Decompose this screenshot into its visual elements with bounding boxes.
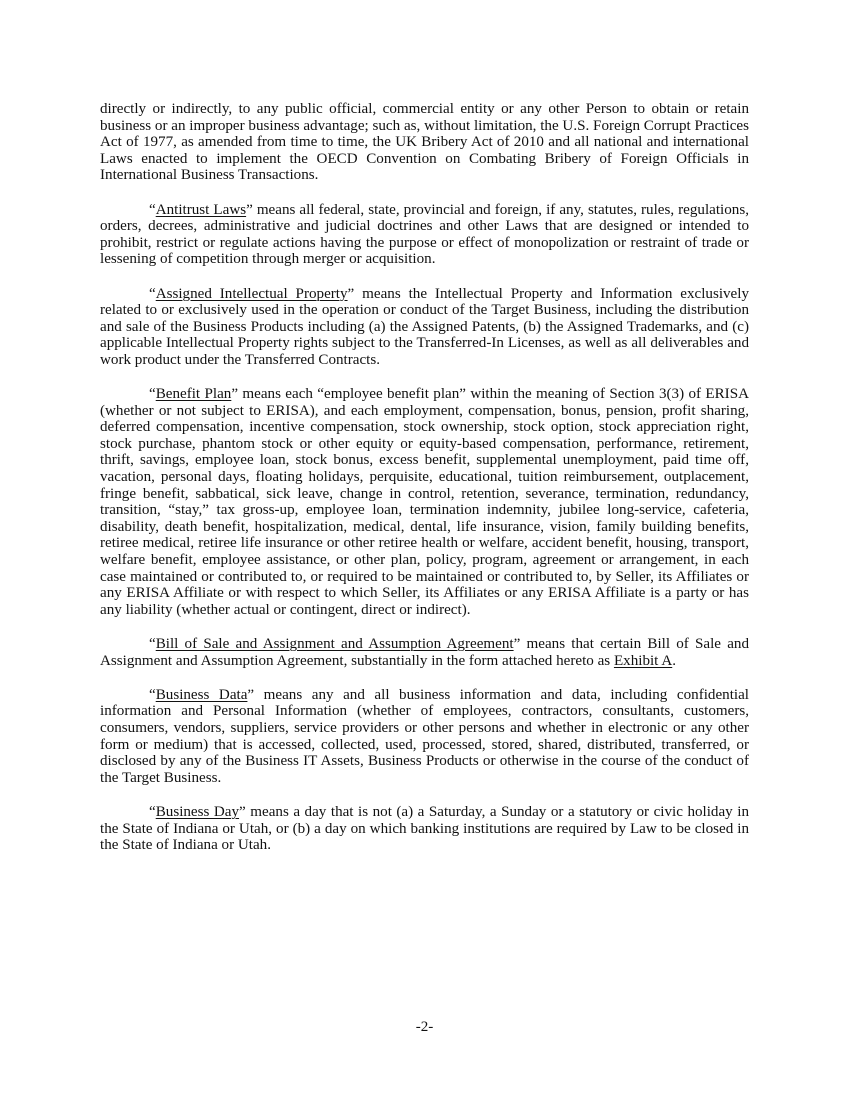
defined-term: Business Data xyxy=(155,686,248,703)
definition-body: means any and all business information and data, including confidential information and Personal Information (whether of employees, contractors, consultants, customers, consumers, vendors, suppliers, service providers or other persons and whether in electronic or any other form or medium) that is accessed, collected, used, processed, stored, shared, distributed, transferred, or disclosed by any of the Business IT Assets, Business Products or otherwise in the course of the conduct of the Target Business. xyxy=(100,686,749,786)
definition-business-data xyxy=(100,687,749,787)
definition-body: means that certain Bill of Sale and Assignment and Assumption Agreement, substantially in the form attached hereto as xyxy=(100,636,750,669)
definition-tail: . xyxy=(672,652,677,669)
document-page xyxy=(100,101,749,871)
close-quote: ” xyxy=(247,686,255,703)
open-quote: “ xyxy=(149,386,156,403)
exhibit-a-reference: Exhibit A xyxy=(613,652,673,669)
page-number: -2- xyxy=(415,1019,434,1035)
close-quote: ” xyxy=(513,636,521,652)
open-quote: “ xyxy=(149,201,156,218)
open-quote: “ xyxy=(149,285,156,302)
definition-assigned-intellectual-property xyxy=(100,286,749,369)
open-quote: “ xyxy=(149,686,156,703)
open-quote: “ xyxy=(149,803,156,820)
defined-term: Bill of Sale and Assignment and Assumption Agreement xyxy=(155,636,514,652)
continuation-paragraph: directly or indirectly, to any public official, commercial entity or any other Person to obtain or retain business or an improper business advantage; such as, without limitation, the U.S. Foreign Corrupt Practices Act of 1977, as amended from time to time, the UK Bribery Act of 2010 and all national and international Laws enacted to implement the OECD Convention on Combating Bribery of Foreign Officials in International Business Transactions. xyxy=(100,101,749,184)
close-quote: ” xyxy=(347,285,355,302)
definition-body: means a day that is not (a) a Saturday, a Sunday or a statutory or civic holiday in the State of Indiana or Utah, or (b) a day on which banking institutions are required by Law to be closed in the State of Indiana or Utah. xyxy=(100,803,749,854)
open-quote: “ xyxy=(149,636,156,652)
defined-term: Assigned Intellectual Property xyxy=(155,285,348,302)
definition-antitrust-laws xyxy=(100,202,749,268)
defined-term: Antitrust Laws xyxy=(155,201,247,218)
definition-business-day xyxy=(100,804,749,854)
definition-bill-of-sale xyxy=(100,636,749,669)
close-quote: ” xyxy=(231,386,239,403)
definition-benefit-plan xyxy=(100,386,749,618)
close-quote: ” xyxy=(239,803,246,820)
defined-term: Benefit Plan xyxy=(155,386,232,403)
definition-body: means each “employee benefit plan” within the meaning of Section 3(3) of ERISA (whether or not subject to ERISA), and each employment, compensation, bonus, pension, profit sharing, deferred compensation, incentive compensation, stock ownership, stock option, stock appreciation right, stock purchase, phantom stock or other equity or equity-based compensation, performance, retirement, thrift, savings, employee loan, stock bonus, excess benefit, supplemental unemployment, paid time off, vacation, personal days, floating holidays, perquisite, educational, tuition reimbursement, outplacement, fringe benefit, sabbatical, sick leave, change in control, retention, severance, termination, redundancy, transition, “stay,” tax gross-up, employee loan, termination indemnity, jubilee long-service, cafeteria, disability, death benefit, hospitalization, medical, dental, life insurance, vision, family building benefits, retiree medical, retiree life insurance or other retiree health or welfare, accident benefit, housing, transport, welfare benefit, employee assistance, or other plan, policy, program, agreement or arrangement, in each case maintained or contributed to, or required to be maintained or contributed to, by Seller, its Affiliates or any ERISA Affiliate or with respect to which Seller, its Affiliates or any ERISA Affiliate is a party or has any liability (whether actual or contingent, direct or indirect). xyxy=(100,386,749,618)
definition-body: means all federal, state, provincial and foreign, if any, statutes, rules, regulations, orders, decrees, administrative and judicial doctrines and other Laws that are designed or intended to prohibit, restrict or regulate actions having the purpose or effect of monopolization or restraint of trade or lessening of competition through merger or acquisition. xyxy=(100,201,749,268)
definition-body: means the Intellectual Property and Information exclusively related to or exclusively used in the operation or conduct of the Target Business, including the distribution and sale of the Business Products including (a) the Assigned Patents, (b) the Assigned Trademarks, and (c) applicable Intellectual Property rights subject to the Transferred-In Licenses, as well as all deliverables and work product under the Transferred Contracts. xyxy=(100,285,749,368)
close-quote: ” xyxy=(246,201,253,218)
defined-term: Business Day xyxy=(155,803,240,820)
